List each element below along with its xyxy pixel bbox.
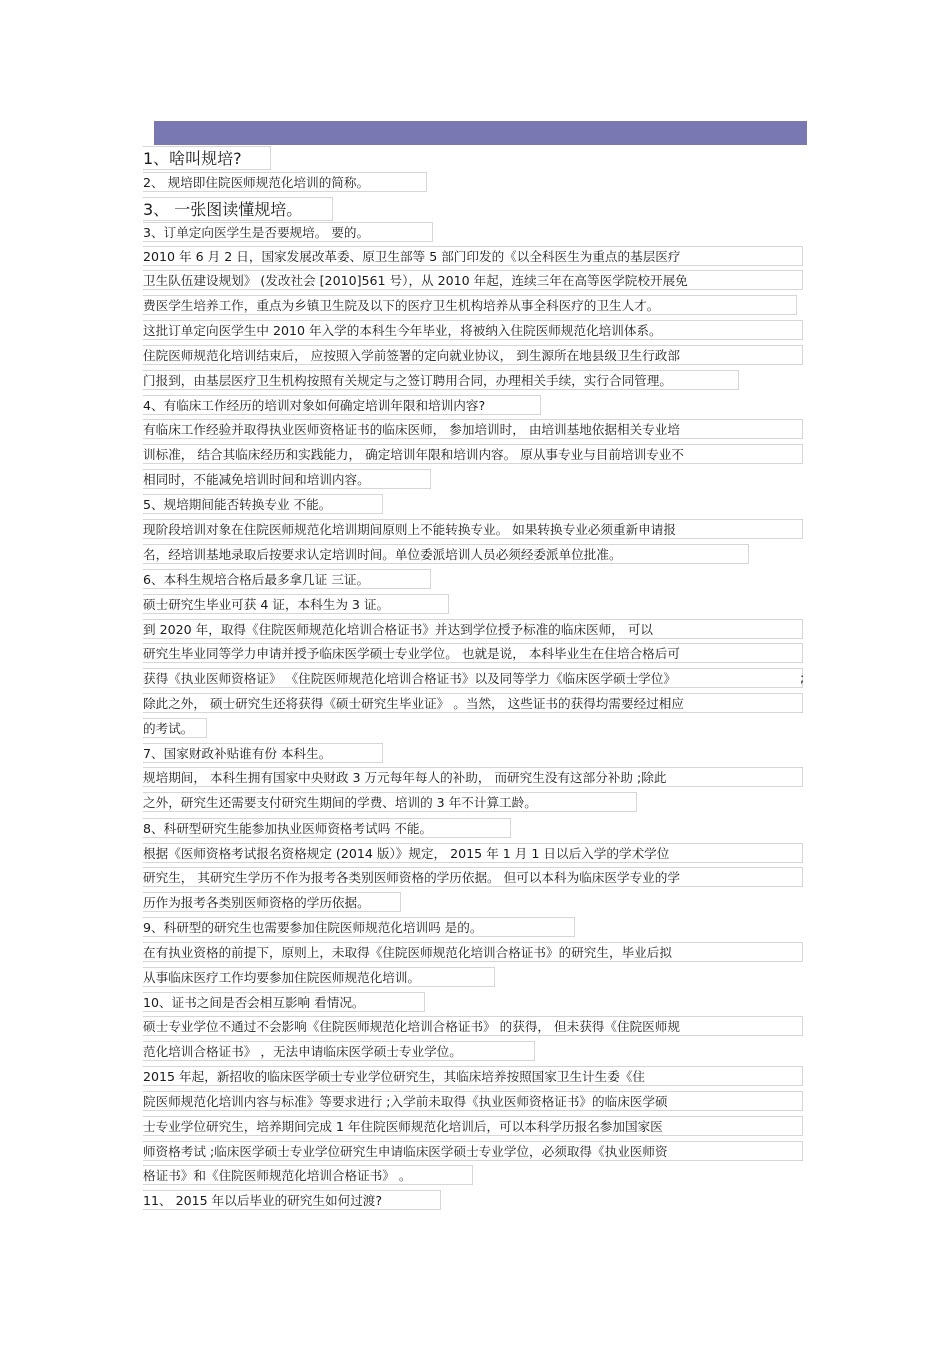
text-line: 相同时，不能减免培训时间和培训内容。 <box>143 469 431 489</box>
text-line: 有临床工作经验并取得执业医师资格证书的临床医师， 参加培训时， 由培训基地依据相关专业培 <box>143 419 803 439</box>
text-line: 历作为报考各类别医师资格的学历依据。 <box>143 892 401 912</box>
text-line: 硕士专业学位不通过不会影响《住院医师规范化培训合格证书》 的获得， 但未获得《住院医师规 <box>143 1016 803 1036</box>
text-line: 2010 年 6 月 2 日，国家发展改革委、原卫生部等 5 部门印发的《以全科医生为重点的基层医疗 <box>143 246 803 266</box>
text-line: 士专业学位研究生，培养期间完成 1 年住院医师规范化培训后，可以本科学历报名参加国家医 <box>143 1116 803 1136</box>
text-line: 10、证书之间是否会相互影响 看情况。 <box>143 992 425 1012</box>
text-line: 8、科研型研究生能参加执业医师资格考试吗 不能。 <box>143 818 511 838</box>
text-line: 格证书》和《住院医师规范化培训合格证书》 。 <box>143 1165 473 1185</box>
text-line: 规培期间， 本科生拥有国家中央财政 3 万元每年每人的补助， 而研究生没有这部分补助 ;除此 <box>143 767 803 787</box>
text-line: 名，经培训基地录取后按要求认定培训时间。单位委派培训人员必须经委派单位批准。 <box>143 544 749 564</box>
text-line: 卫生队伍建设规划》 (发改社会 [2010]561 号），从 2010 年起，连续三年在高等医学院校开展免 <box>143 270 803 290</box>
text-line: 11、 2015 年以后毕业的研究生如何过渡? <box>143 1190 441 1210</box>
text-line: 费医学生培养工作，重点为乡镇卫生院及以下的医疗卫生机构培养从事全科医疗的卫生人才。 <box>143 295 797 315</box>
text-line: ; <box>800 670 805 685</box>
text-line: 范化培训合格证书》 ，无法申请临床医学硕士专业学位。 <box>143 1041 535 1061</box>
text-line: 的考试。 <box>143 718 207 738</box>
text-line: 2015 年起，新招收的临床医学硕士专业学位研究生，其临床培养按照国家卫生计生委《住 <box>143 1066 803 1086</box>
text-line: 之外，研究生还需要支付研究生期间的学费、培训的 3 年不计算工龄。 <box>143 792 637 812</box>
text-line: 院医师规范化培训内容与标准》等要求进行 ;入学前未取得《执业医师资格证书》的临床医学硕 <box>143 1091 803 1111</box>
text-line: 研究生， 其研究生学历不作为报考各类别医师资格的学历依据。 但可以本科为临床医学专业的学 <box>143 867 803 887</box>
text-line: 3、订单定向医学生是否要规培。 要的。 <box>143 222 433 242</box>
text-line: 获得《执业医师资格证》 《住院医师规范化培训合格证书》以及同等学力《临床医学硕士学位》 <box>143 668 803 688</box>
text-line: 5、规培期间能否转换专业 不能。 <box>143 494 383 514</box>
text-line: 现阶段培训对象在住院医师规范化培训期间原则上不能转换专业。 如果转换专业必须重新申请报 <box>143 519 803 539</box>
text-line: 6、本科生规培合格后最多拿几证 三证。 <box>143 569 431 589</box>
text-line: 在有执业资格的前提下，原则上，未取得《住院医师规范化培训合格证书》的研究生，毕业后拟 <box>143 942 803 962</box>
text-line: 从事临床医疗工作均要参加住院医师规范化培训。 <box>143 967 495 987</box>
text-line: 4、有临床工作经历的培训对象如何确定培训年限和培训内容? <box>143 395 541 415</box>
text-line: 训标准， 结合其临床经历和实践能力， 确定培训年限和培训内容。 原从事专业与目前培训专业不 <box>143 444 803 464</box>
text-line: 师资格考试 ;临床医学硕士专业学位研究生申请临床医学硕士专业学位，必须取得《执业医师资 <box>143 1141 803 1161</box>
text-line: 7、国家财政补贴谁有份 本科生。 <box>143 743 383 763</box>
text-line: 根据《医师资格考试报名资格规定 (2014 版）》规定， 2015 年 1 月 1 日以后入学的学术学位 <box>143 843 803 863</box>
text-line: 1、啥叫规培? <box>143 146 271 170</box>
text-line: 除此之外， 硕士研究生还将获得《硕士研究生毕业证》 。当然， 这些证书的获得均需要经过相应 <box>143 693 803 713</box>
text-line: 住院医师规范化培训结束后， 应按照入学前签署的定向就业协议， 到生源所在地县级卫生行政部 <box>143 345 803 365</box>
text-line: 3、 一张图读懂规培。 <box>143 197 333 221</box>
text-line: 门报到，由基层医疗卫生机构按照有关规定与之签订聘用合同，办理相关手续，实行合同管理。 <box>143 370 739 390</box>
text-line: 到 2020 年，取得《住院医师规范化培训合格证书》并达到学位授予标准的临床医师， 可以 <box>143 619 803 639</box>
text-line: 9、科研型的研究生也需要参加住院医师规范化培训吗 是的。 <box>143 917 575 937</box>
text-line: 研究生毕业同等学力申请并授予临床医学硕士专业学位。 也就是说， 本科毕业生在住培合格后可 <box>143 643 803 663</box>
text-line: 这批订单定向医学生中 2010 年入学的本科生今年毕业，将被纳入住院医师规范化培训体系。 <box>143 320 803 340</box>
text-line: 硕士研究生毕业可获 4 证，本科生为 3 证。 <box>143 594 449 614</box>
text-line: 2、 规培即住院医师规范化培训的简称。 <box>143 172 427 192</box>
